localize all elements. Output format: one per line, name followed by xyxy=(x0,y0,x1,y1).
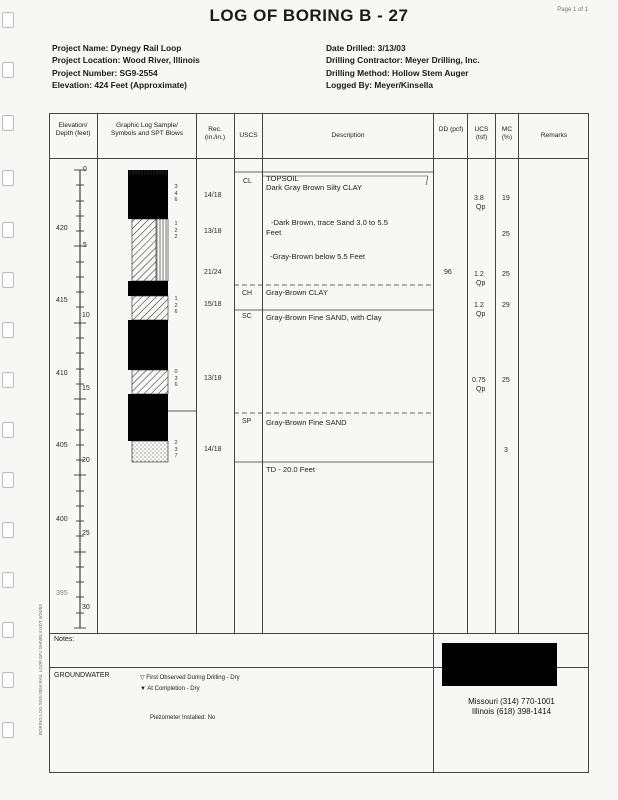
description-text: Gray-Brown Fine SAND, with Clay xyxy=(266,313,382,322)
file-footer: BORING LOG SG9-2554 RAIL LOOP.GPJ SHIVELY.GDT 4/24/03 xyxy=(38,604,43,735)
header-remarks: Remarks xyxy=(540,132,568,139)
header-ucs: UCS (tsf) xyxy=(474,126,489,141)
mc-value: 19 xyxy=(502,195,510,202)
header-description: Description xyxy=(331,132,365,139)
header-elev-depth: Elevation/ Depth (feet) xyxy=(55,122,91,137)
groundwater-first-observed: ▽ First Observed During Drilling - Dry xyxy=(140,675,240,681)
header-graphic-log: Graphic Log Sample/ Symbols and SPT Blows xyxy=(110,122,184,137)
project-name: Project Name: Dynegy Rail Loop xyxy=(52,43,182,53)
elevation-label: 395 xyxy=(56,590,68,597)
spt-blows: 2 3 7 xyxy=(174,440,178,459)
recovery-value: 13/18 xyxy=(204,228,222,235)
ucs-value: 1.2 xyxy=(474,271,484,278)
depth-label: 15 xyxy=(82,385,90,392)
redacted-logo xyxy=(442,643,557,686)
contact-missouri: Missouri (314) 770-1001 xyxy=(468,697,555,706)
drilling-contractor: Drilling Contractor: Meyer Drilling, Inc. xyxy=(326,55,480,66)
ucs-qualifier: Qp xyxy=(476,204,486,211)
description-text: TD - 20.0 Feet xyxy=(266,465,315,474)
recovery-value: 14/18 xyxy=(204,446,222,453)
mc-value: 25 xyxy=(502,377,510,384)
elevation-label: 415 xyxy=(56,297,68,304)
ucs-qualifier: Qp xyxy=(476,311,486,318)
spt-blows: 1 2 2 xyxy=(174,221,178,240)
project-elevation: Elevation: 424 Feet (Approximate) xyxy=(52,80,187,91)
header-recovery: Rec. (in./in.) xyxy=(204,126,226,141)
depth-label: 0 xyxy=(83,166,87,173)
recovery-value: 15/18 xyxy=(204,301,222,308)
uscs-code: SC xyxy=(242,313,252,320)
drilling-method: Drilling Method: Hollow Stem Auger xyxy=(326,67,469,78)
logged-by: Logged By: Meyer/Kinsella xyxy=(326,80,434,91)
depth-label: 30 xyxy=(82,604,90,611)
contact-info xyxy=(434,697,589,717)
description-text: Feet xyxy=(266,228,282,237)
description-text: Dark Gray Brown Silty CLAY xyxy=(266,183,363,192)
recovery-value: 13/18 xyxy=(204,375,222,382)
ucs-qualifier: Qp xyxy=(476,386,486,393)
ucs-value: 0.75 xyxy=(472,377,486,384)
depth-label: 5 xyxy=(83,242,87,249)
description-text: -Gray-Brown below 5.5 Feet xyxy=(270,252,365,261)
spt-blows: 1 2 6 xyxy=(174,296,178,315)
spt-blows: 0 3 6 xyxy=(174,369,178,388)
description-text: Gray-Brown CLAY xyxy=(266,288,328,297)
groundwater-at-completion: ▼ At Completion - Dry xyxy=(140,686,200,692)
spt-blows: 3 4 6 xyxy=(174,184,178,203)
contact-illinois: Illinois (618) 398-1414 xyxy=(471,707,552,716)
recovery-value: 14/18 xyxy=(204,192,222,199)
piezometer-status: Piezometer Installed: No xyxy=(150,715,216,721)
uscs-code: CL xyxy=(243,178,252,185)
header-mc: MC (%) xyxy=(501,126,513,141)
elevation-label: 405 xyxy=(56,442,68,449)
dd-value: 96 xyxy=(444,269,452,276)
ucs-qualifier: Qp xyxy=(476,280,486,287)
groundwater-label: GROUNDWATER xyxy=(54,672,110,679)
uscs-code: SP xyxy=(242,418,252,425)
elevation-label: 420 xyxy=(56,225,68,232)
mc-value: 29 xyxy=(502,302,510,309)
project-location: Project Location: Wood River, Illinois xyxy=(52,55,200,66)
notes-label: Notes: xyxy=(54,636,75,643)
description-text: -Dark Brown, trace Sand 3.0 to 5.5 xyxy=(271,218,388,227)
project-number: Project Number: SG9-2554 xyxy=(52,67,158,78)
page-number: Page 1 of 1 xyxy=(557,7,588,13)
description-text: TOPSOIL xyxy=(266,174,299,183)
mc-value: 3 xyxy=(504,447,508,454)
depth-label: 20 xyxy=(82,457,90,464)
header-dd: DD (pcf) xyxy=(438,126,464,133)
elevation-label: 400 xyxy=(56,516,68,523)
depth-label: 10 xyxy=(82,312,90,319)
description-text: Gray-Brown Fine SAND xyxy=(266,418,347,427)
ucs-value: 1.2 xyxy=(474,302,484,309)
uscs-code: CH xyxy=(242,290,253,297)
mc-value: 25 xyxy=(502,271,510,278)
recovery-value: 21/24 xyxy=(204,269,222,276)
mc-value: 25 xyxy=(502,231,510,238)
header-uscs: USCS xyxy=(239,132,258,139)
date-drilled: Date Drilled: 3/13/03 xyxy=(326,43,406,53)
page-title: LOG OF BORING B - 27 xyxy=(209,6,409,25)
ucs-value: 3.8 xyxy=(474,195,484,202)
depth-label: 25 xyxy=(82,530,90,537)
elevation-label: 410 xyxy=(56,370,68,377)
